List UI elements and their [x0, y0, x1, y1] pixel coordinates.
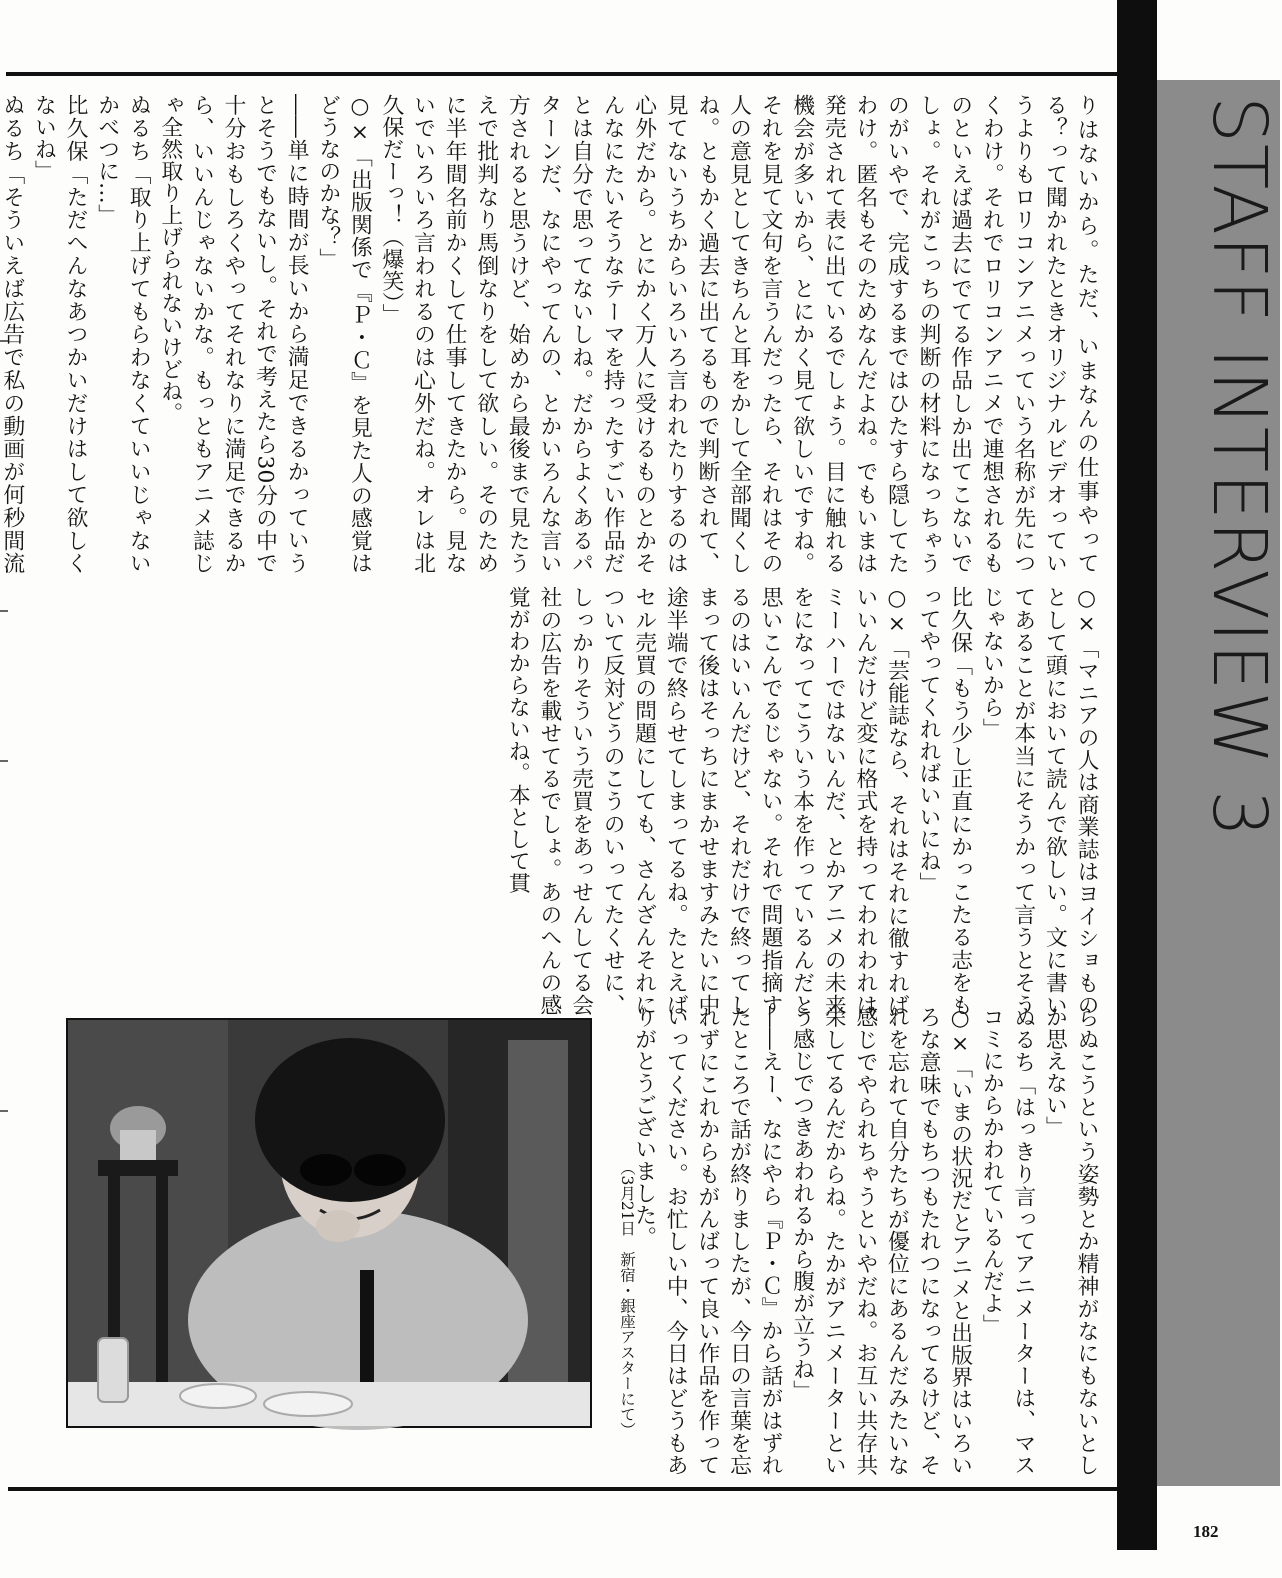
top-rule: [6, 72, 1150, 76]
paragraph: ――えー、なにやら『Ｐ・Ｃ』から話がはずれたところで話が終りましたが、今日の言葉を忘れずにこれからもがんばって良い作品を作っていってください。お忙しい中、今日はどうもありがとうございました。: [631, 1006, 784, 1476]
paragraph: 比久保「もう少し正直にかっこたる志をもってやってくれればいいにね」: [916, 586, 973, 1016]
paragraph: ――単に時間が長いから満足できるかっていうとそうでもないし。それで考えたら30分の中で十分おもしろくやってそれなりに満足できるから、いいんじゃないかな。もっともアニメ誌じゃ全然取り上げられないけどね。: [157, 94, 310, 574]
paragraph: ぬるち「そういえば広告で私の動画が何秒間流: [0, 94, 25, 574]
section-title: STAFF INTERVIEW 3: [1196, 96, 1282, 839]
side-black-bar: [1117, 0, 1157, 1550]
paragraph: ○×「マニアの人は商業誌はヨイショものとして頭において読んで欲しい。文に書いてあることが本当にそうかって言うとそうじゃないから」: [979, 586, 1099, 1016]
margin-tick: [0, 760, 8, 762]
paragraph: ○×「芸能誌なら、それはそれに徹すればいいんだけど変に格式を持ってわれわれはミーハーではないんだ、とかアニメの未来をになってこういう本を作っているんだと思いこんでるじゃない。それで問題指摘するのはいいんだけど、それだけで終ってしまって後はそっちにまかせますみたいに中途半端で終らせてしまってるね。たとえばセル売買の問題にしても、さんざんそれについて反対どうのこうのいってたくせに、しっかりそういう売買をあっせんしてる会社の広告を載せてるでしょ。あのへんの感覚がわからないね。本として貫: [505, 586, 910, 1016]
paragraph: ○×「いまの状況だとアニメと出版界はいろいろな意味でもちつもたれつになってるけど、それを忘れて自分たちが優位にあるんだみたいな感じでやられちゃうといやだね。お互い共存共栄してるんだからね。たかがアニメーターという感じでつきあわれるから腹が立うね」: [789, 1006, 973, 1476]
interview-photo: [66, 1018, 592, 1428]
paragraph: りはないから。ただ、いまなんの仕事やってる？って聞かれたときオリジナルビデオっていうよりもロリコンアニメっていう名称が先につくわけ。それでロリコンアニメで連想されるものといえば過去にでてる作品しか出てこないでしょ。それがこっちの判断の材料になっちゃうのがいやで、完成するまではひたすら隠してたわけ。匿名もそのためなんだよね。でもいまは発売されて表に出ているでしょう。目に触れる機会が多いから、とにかく見て欲しいですね。それを見て文句を言うんだったら、それはその人の意見としてきちんと耳をかして全部聞くしね。ともかく過去に出てるもので判断されて、見てないうちからいろいろ言われたりするのは心外だから。とにかく万人に受けるものとかそんなにたいそうなテーマを持ったすごい作品だとは自分で思ってないしね。だからよくあるパターンだ、なにやってんの、とかいろんな言い方されると思うけど、始めから最後まで見たうえで批判なり馬倒なりをして欲しい。そのために半年間名前かくして仕事してきたから。見ないでいろいろ言われるのは心外だね。オレは北久保だーっ！（爆笑）」: [378, 94, 1099, 574]
margin-tick: [0, 610, 8, 612]
paragraph: ぬるち「取り上げてもらわなくていいじゃないかべつに…」: [94, 94, 152, 574]
article-upper-tier: [0, 94, 1102, 574]
page-number: 182: [1193, 1522, 1219, 1541]
paragraph: ぬるち「はっきり言ってアニメーターは、マスコミにからかわれているんだよ」: [979, 1006, 1036, 1476]
article-lower-tier: [52, 586, 1102, 1016]
bottom-rule: [8, 1487, 1150, 1491]
paragraph: らぬこうという姿勢とか精神がなにもないとしか思えない」: [1042, 1006, 1099, 1476]
article-closing-tier: [631, 1006, 1102, 1476]
paragraph: ○×「出版関係で『Ｐ・Ｃ』を見た人の感覚はどうなのかな？」: [315, 94, 373, 574]
paragraph: 比久保「ただへんなあつかいだけはして欲しくないね」: [31, 94, 88, 574]
photo-caption: （3月21日 新宿・銀座アスターにて）: [618, 1160, 636, 1438]
margin-tick: [0, 1110, 8, 1112]
